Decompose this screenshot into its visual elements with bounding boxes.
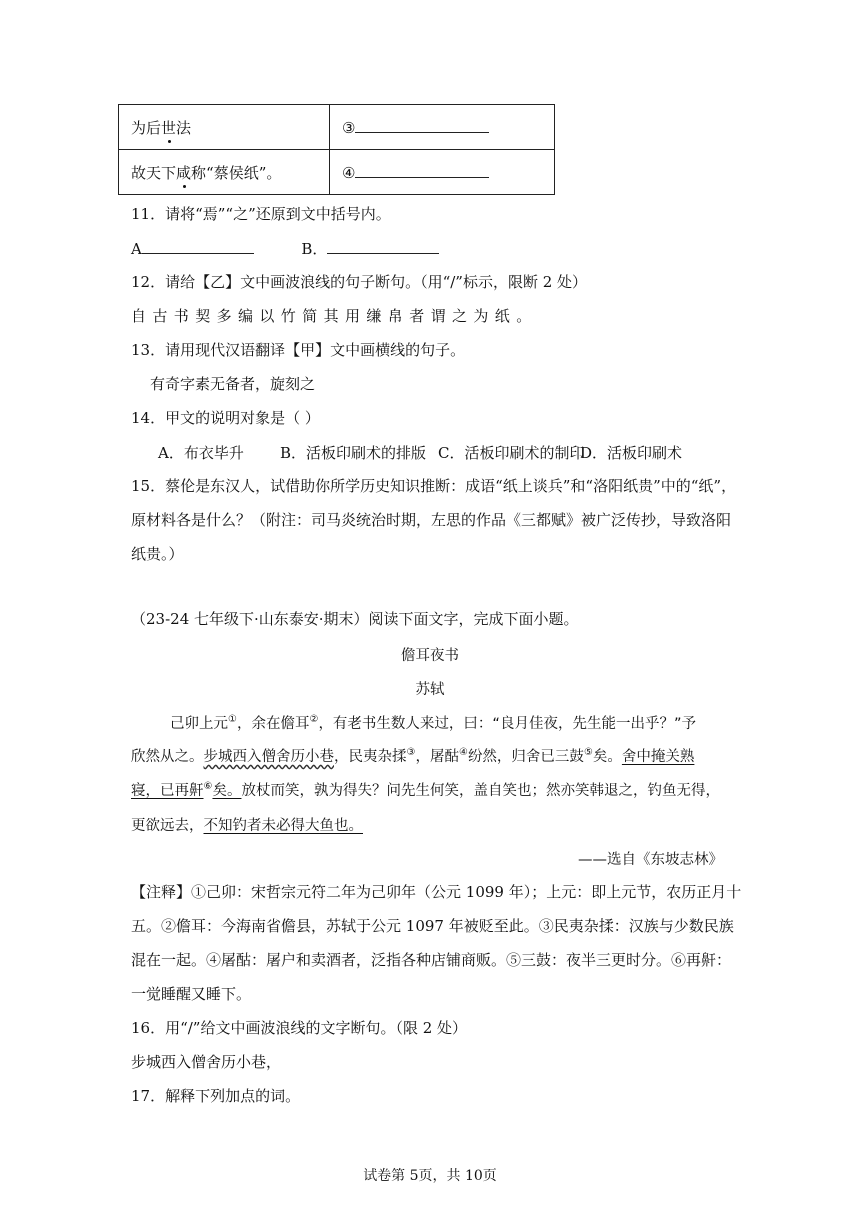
footnote-mark: ⑥ <box>203 781 213 793</box>
page-footer: 试卷第 5页，共 10页 <box>363 1168 497 1184</box>
underlined-text: 舍中掩关熟 <box>621 749 695 765</box>
q14-option-c[interactable]: C．活板印刷术的制印 <box>438 444 585 462</box>
poem-text: 欣然从之。 <box>131 749 204 765</box>
q12-sentence: 自古书契多编以竹简其用缣帛者谓之为纸。 <box>131 307 538 325</box>
poem-text: 己卯上元 <box>170 716 228 732</box>
answer-table <box>118 104 555 195</box>
poem-line-2 <box>131 745 694 766</box>
table-cell <box>330 150 555 195</box>
answer-blank-a[interactable] <box>142 238 254 254</box>
notes-line-3: 混在一起。④屠酤：屠户和卖酒者，泛指各种店铺商贩。⑤三鼓：夜半三更时分。⑥再鼾： <box>131 951 732 969</box>
poem-line-3 <box>131 779 720 800</box>
question-17: 17．解释下列加点的词。 <box>131 1087 301 1105</box>
underlined-text: 矣。 <box>212 783 242 799</box>
table-cell <box>330 105 555 150</box>
poem-text: 更欲远去， <box>131 818 204 834</box>
answer-mark: ④ <box>342 164 356 182</box>
poem-text: 纷然，归舍已三鼓 <box>467 749 584 765</box>
table-row <box>119 105 555 150</box>
footnote-mark: ① <box>228 714 237 726</box>
poem-source: ——选自《东坡志林》 <box>578 852 723 868</box>
table-cell <box>119 105 330 150</box>
poem-line-4 <box>131 814 363 835</box>
question-11: 11．请将“焉”“之”还原到文中括号内。 <box>131 205 391 223</box>
question-14: 14．甲文的说明对象是（ ） <box>131 409 320 427</box>
table-cell <box>119 150 330 195</box>
q16-sentence: 步城西入僧舍历小巷， <box>131 1053 282 1071</box>
reading-intro: （23-24 七年级下·山东泰安·期末）阅读下面文字，完成下面小题。 <box>131 610 579 628</box>
answer-blank[interactable] <box>355 162 489 178</box>
poem-author: 苏轼 <box>415 682 445 698</box>
table-row <box>119 150 555 195</box>
answer-blank-b[interactable] <box>327 238 439 254</box>
answer-mark: ③ <box>342 119 356 137</box>
q14-option-d[interactable]: D．活板印刷术 <box>580 444 683 462</box>
question-15-line-1: 15．蔡伦是东汉人，试借助你所学历史知识推断：成语“纸上谈兵”和“洛阳纸贵”中的“纸”， <box>131 477 737 495</box>
footnote-mark: ⑤ <box>583 747 593 759</box>
option-a-label: A <box>131 240 142 258</box>
footnote-mark: ③ <box>406 747 416 759</box>
poem-text: 矣。 <box>592 749 622 765</box>
q14-option-a[interactable]: A．布衣毕升 <box>158 444 244 462</box>
q11-answers <box>131 238 439 259</box>
question-15-line-3: 纸贵。） <box>131 545 184 563</box>
notes-line-4: 一觉睡醒又睡下。 <box>131 985 252 1003</box>
poem-title: 儋耳夜书 <box>401 648 459 664</box>
underlined-text: 寝，已再鼾 <box>131 783 204 799</box>
question-13: 13．请用现代汉语翻译【甲】文中画横线的句子。 <box>131 341 466 359</box>
underlined-text: 不知钓者未必得大鱼也。 <box>203 818 363 834</box>
wavy-underlined-text: 步城西入僧舍历小巷 <box>203 749 334 765</box>
option-b-label: B． <box>301 240 328 258</box>
dotted-char: 世 <box>161 118 177 137</box>
dotted-char: 咸 <box>176 163 192 182</box>
footnote-mark: ② <box>309 714 319 726</box>
poem-text: ，有老书生数人来过，曰：“良月佳夜，先生能一出乎？”予 <box>318 716 696 732</box>
notes-line-1: 【注释】①己卯：宋哲宗元符二年为己卯年（公元 1099 年）；上元：即上元节，农历正月十 <box>131 883 742 901</box>
table-cell-text: 故天下咸称“蔡侯纸”。 <box>131 163 282 182</box>
question-15-line-2: 原材料各是什么？（附注：司马炎统治时期，左思的作品《三都赋》被广泛传抄，导致洛阳 <box>131 511 732 529</box>
notes-line-2: 五。②儋耳：今海南省儋县，苏轼于公元 1097 年被贬至此。③民夷杂揉：汉族与少数民族 <box>131 917 734 935</box>
answer-blank[interactable] <box>355 117 489 133</box>
question-12: 12．请给【乙】文中画波浪线的句子断句。（用“/”标示，限断 2 处） <box>131 273 588 291</box>
poem-text: ，屠酤 <box>415 749 459 765</box>
q13-sentence: 有奇字素无备者，旋刻之 <box>150 375 316 393</box>
poem-text: 放杖而笑，孰为得失？问先生何笑，盖自笑也；然亦笑韩退之，钓鱼无得， <box>241 783 720 799</box>
table-cell-text: 为后世法 <box>131 118 192 137</box>
poem-text: ，余在儋耳 <box>236 716 310 732</box>
footnote-mark: ④ <box>458 747 468 759</box>
poem-text: ，民夷杂揉 <box>334 749 407 765</box>
question-16: 16．用“/”给文中画波浪线的文字断句。（限 2 处） <box>131 1019 468 1037</box>
q14-option-b[interactable]: B．活板印刷术的排版 <box>280 444 427 462</box>
poem-line-1 <box>170 712 696 733</box>
